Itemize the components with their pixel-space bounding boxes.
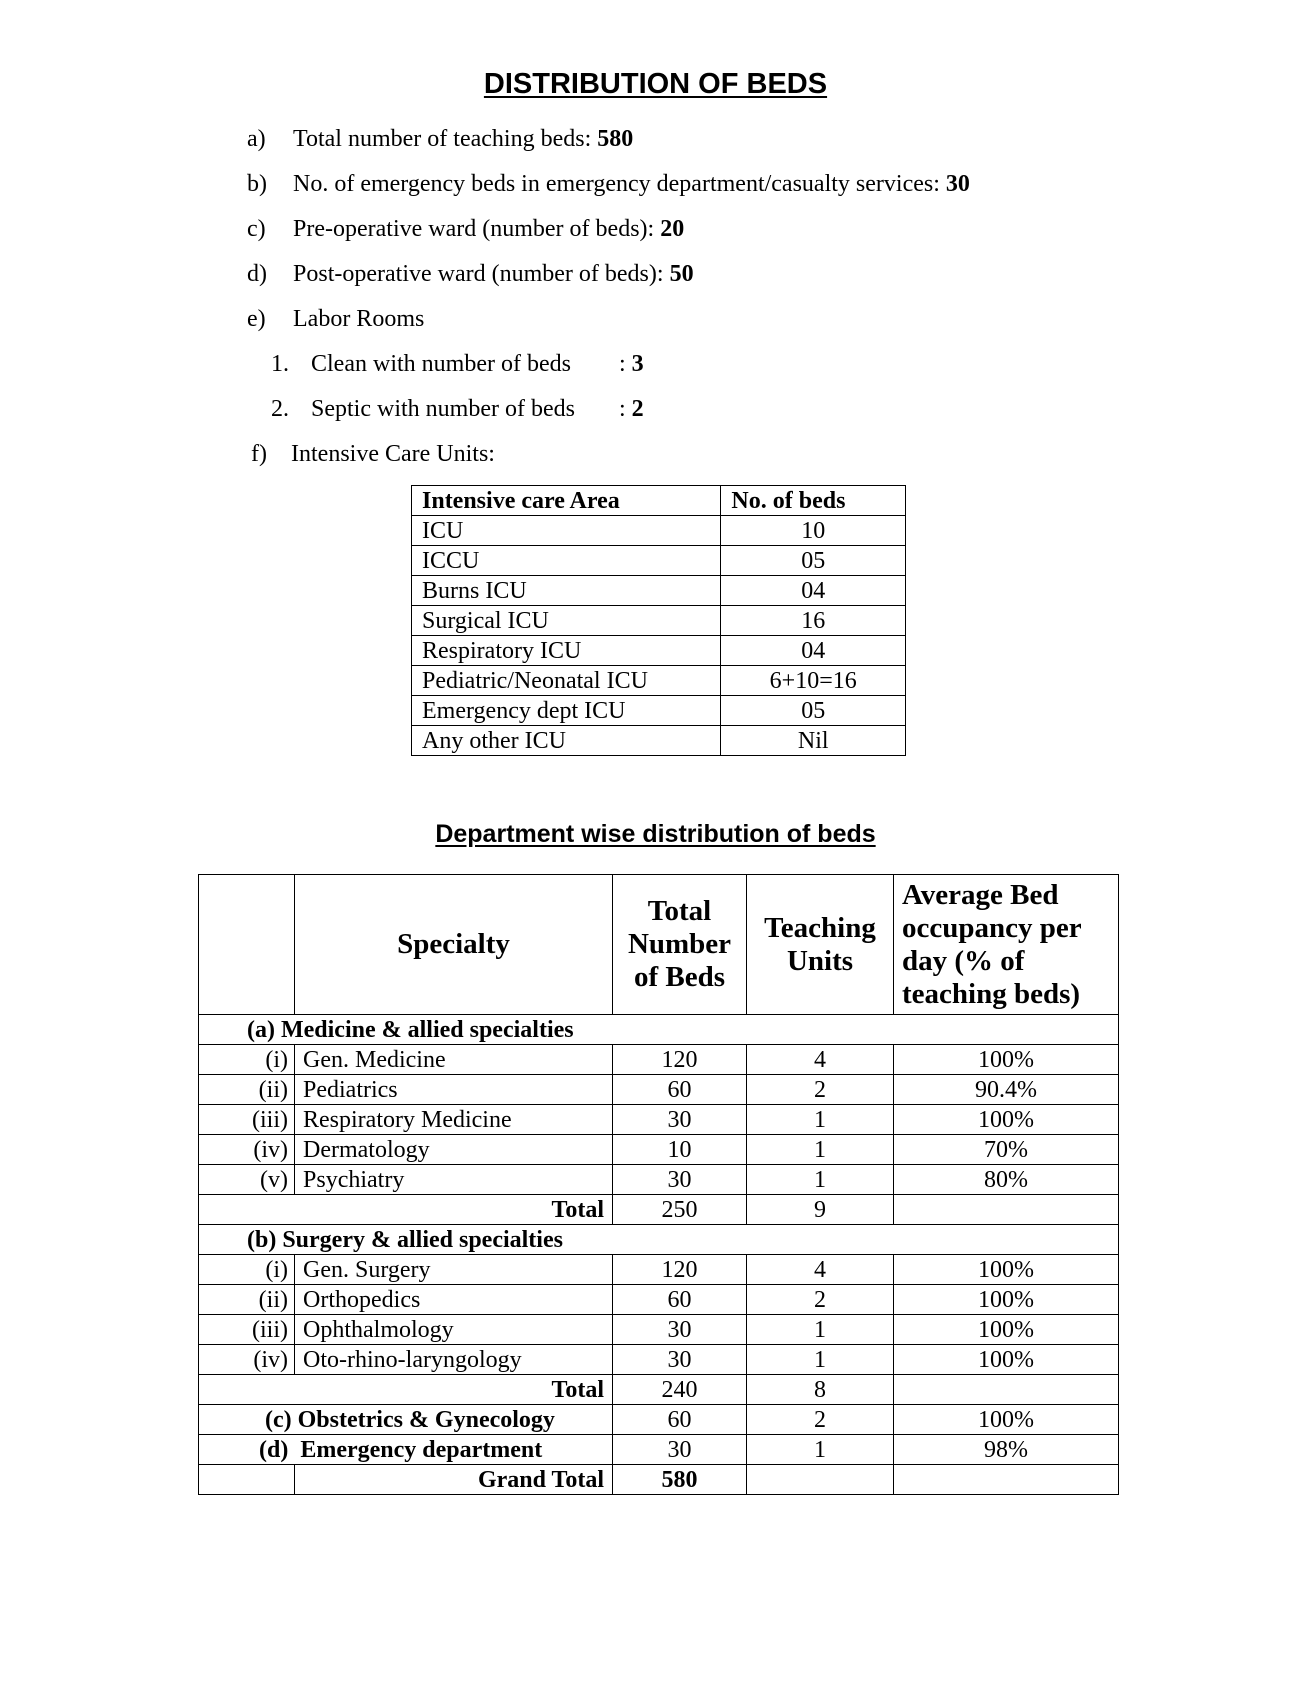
table-row <box>412 666 906 696</box>
item-label: b) <box>247 171 267 197</box>
units-cell: 1 <box>747 1345 894 1375</box>
row-number: (iv) <box>199 1135 295 1165</box>
beds-cell: 60 <box>613 1405 747 1435</box>
table-row <box>412 726 906 756</box>
header-cell: No. of beds <box>721 486 906 516</box>
grand-total-row <box>199 1465 1119 1495</box>
specialty-cell: (c) Obstetrics & Gynecology <box>199 1405 613 1435</box>
units-cell: 2 <box>747 1405 894 1435</box>
item-label: a) <box>247 126 266 152</box>
beds-total: 240 <box>613 1375 747 1405</box>
table-row <box>199 1405 1119 1435</box>
row-number: (iii) <box>199 1315 295 1345</box>
header-cell: Intensive care Area <box>412 486 721 516</box>
table-row <box>412 516 906 546</box>
icu-beds: 6+10=16 <box>721 666 906 696</box>
icu-area: Any other ICU <box>412 726 721 756</box>
specialty-cell: Gen. Surgery <box>295 1255 613 1285</box>
beds-cell: 30 <box>613 1165 747 1195</box>
item-label: 1. <box>271 351 289 377</box>
occupancy-cell: 98% <box>894 1435 1119 1465</box>
units-cell: 2 <box>747 1285 894 1315</box>
specialty-cell: Psychiatry <box>295 1165 613 1195</box>
grand-total-beds: 580 <box>613 1465 747 1495</box>
occupancy-cell: 100% <box>894 1105 1119 1135</box>
icu-table <box>411 485 906 756</box>
occupancy-cell: 100% <box>894 1045 1119 1075</box>
row-number: (i) <box>199 1045 295 1075</box>
empty-cell <box>199 1465 295 1495</box>
empty-cell <box>747 1465 894 1495</box>
empty-cell <box>894 1195 1119 1225</box>
table-row <box>199 1045 1119 1075</box>
icu-area: Emergency dept ICU <box>412 696 721 726</box>
icu-area: Respiratory ICU <box>412 636 721 666</box>
icu-beds: 04 <box>721 576 906 606</box>
beds-cell: 30 <box>613 1105 747 1135</box>
icu-beds: 05 <box>721 696 906 726</box>
beds-cell: 120 <box>613 1045 747 1075</box>
item-value: 2 <box>631 396 644 422</box>
specialty-cell: Oto-rhino-laryngology <box>295 1345 613 1375</box>
total-label: Total <box>199 1375 613 1405</box>
header-cell: Specialty <box>295 875 613 1015</box>
grand-total-label: Grand Total <box>295 1465 613 1495</box>
units-cell: 4 <box>747 1255 894 1285</box>
table-row <box>199 1165 1119 1195</box>
item-text: Labor Rooms <box>293 306 425 332</box>
beds-cell: 120 <box>613 1255 747 1285</box>
occupancy-cell: 100% <box>894 1255 1119 1285</box>
empty-cell <box>894 1375 1119 1405</box>
empty-cell <box>894 1465 1119 1495</box>
row-number: (iv) <box>199 1345 295 1375</box>
icu-beds: 16 <box>721 606 906 636</box>
item-text: Pre-operative ward (number of beds): <box>293 216 661 242</box>
row-number: (i) <box>199 1255 295 1285</box>
icu-area: Surgical ICU <box>412 606 721 636</box>
subtotal-row <box>199 1375 1119 1405</box>
icu-beds: 04 <box>721 636 906 666</box>
icu-beds: 10 <box>721 516 906 546</box>
occupancy-cell: 80% <box>894 1165 1119 1195</box>
units-cell: 2 <box>747 1075 894 1105</box>
item-value: 580 <box>597 126 634 152</box>
section-heading: (b) Surgery & allied specialties <box>199 1225 1119 1255</box>
units-cell: 1 <box>747 1135 894 1165</box>
icu-area: ICCU <box>412 546 721 576</box>
row-number: (v) <box>199 1165 295 1195</box>
row-number: (iii) <box>199 1105 295 1135</box>
item-text: Total number of teaching beds: <box>293 126 598 152</box>
table-row <box>412 696 906 726</box>
specialty-cell: (d) Emergency department <box>199 1435 613 1465</box>
table-row <box>199 1075 1119 1105</box>
occupancy-cell: 100% <box>894 1285 1119 1315</box>
specialty-cell: Pediatrics <box>295 1075 613 1105</box>
header-cell-blank <box>199 875 295 1015</box>
item-label: f) <box>251 441 267 467</box>
units-cell: 1 <box>747 1165 894 1195</box>
table-row <box>199 1315 1119 1345</box>
occupancy-cell: 100% <box>894 1315 1119 1345</box>
beds-cell: 10 <box>613 1135 747 1165</box>
icu-area: ICU <box>412 516 721 546</box>
table-row <box>199 1105 1119 1135</box>
item-label: d) <box>247 261 267 287</box>
icu-beds: Nil <box>721 726 906 756</box>
section-title: Department wise distribution of beds <box>435 820 876 848</box>
specialty-cell: Gen. Medicine <box>295 1045 613 1075</box>
item-sep: : <box>619 351 632 377</box>
table-header-row <box>199 875 1119 1015</box>
section-heading: (a) Medicine & allied specialties <box>199 1015 1119 1045</box>
occupancy-cell: 100% <box>894 1405 1119 1435</box>
item-value: 3 <box>631 351 644 377</box>
item-text: Intensive Care Units: <box>291 441 495 467</box>
section-row <box>199 1225 1119 1255</box>
icu-beds: 05 <box>721 546 906 576</box>
table-row <box>199 1345 1119 1375</box>
occupancy-cell: 100% <box>894 1345 1119 1375</box>
item-text: Clean with number of beds <box>311 351 571 377</box>
specialty-cell: Dermatology <box>295 1135 613 1165</box>
total-label: Total <box>199 1195 613 1225</box>
item-label: c) <box>247 216 266 242</box>
item-text: No. of emergency beds in emergency department/casualty services: <box>293 171 946 197</box>
subtotal-row <box>199 1195 1119 1225</box>
header-cell: Total Number of Beds <box>613 875 747 1015</box>
table-row <box>199 1435 1119 1465</box>
icu-area: Burns ICU <box>412 576 721 606</box>
specialty-cell: Respiratory Medicine <box>295 1105 613 1135</box>
specialty-cell: Orthopedics <box>295 1285 613 1315</box>
occupancy-cell: 70% <box>894 1135 1119 1165</box>
beds-cell: 30 <box>613 1315 747 1345</box>
item-value: 20 <box>660 216 685 242</box>
table-row <box>412 576 906 606</box>
table-header-row <box>412 486 906 516</box>
item-label: 2. <box>271 396 289 422</box>
item-text: Septic with number of beds <box>311 396 575 422</box>
occupancy-cell: 90.4% <box>894 1075 1119 1105</box>
units-cell: 1 <box>747 1105 894 1135</box>
beds-cell: 60 <box>613 1285 747 1315</box>
page-title: DISTRIBUTION OF BEDS <box>483 68 828 100</box>
header-cell: Teaching Units <box>747 875 894 1015</box>
table-row <box>199 1255 1119 1285</box>
units-cell: 1 <box>747 1435 894 1465</box>
table-row <box>412 636 906 666</box>
header-cell: Average Bed occupancy per day (% of teaching beds) <box>894 875 1119 1015</box>
units-total: 8 <box>747 1375 894 1405</box>
item-text: Post-operative ward (number of beds): <box>293 261 670 287</box>
item-sep: : <box>619 396 632 422</box>
units-cell: 1 <box>747 1315 894 1345</box>
units-total: 9 <box>747 1195 894 1225</box>
icu-area: Pediatric/Neonatal ICU <box>412 666 721 696</box>
specialty-cell: Ophthalmology <box>295 1315 613 1345</box>
table-row <box>199 1135 1119 1165</box>
item-value: 30 <box>945 171 970 197</box>
table-row <box>199 1285 1119 1315</box>
item-label: e) <box>247 306 266 332</box>
row-number: (ii) <box>199 1075 295 1105</box>
section-row <box>199 1015 1119 1045</box>
units-cell: 4 <box>747 1045 894 1075</box>
beds-cell: 30 <box>613 1435 747 1465</box>
row-number: (ii) <box>199 1285 295 1315</box>
table-row <box>412 606 906 636</box>
beds-cell: 60 <box>613 1075 747 1105</box>
beds-cell: 30 <box>613 1345 747 1375</box>
table-row <box>412 546 906 576</box>
beds-total: 250 <box>613 1195 747 1225</box>
item-value: 50 <box>669 261 694 287</box>
department-table <box>198 874 1119 1495</box>
